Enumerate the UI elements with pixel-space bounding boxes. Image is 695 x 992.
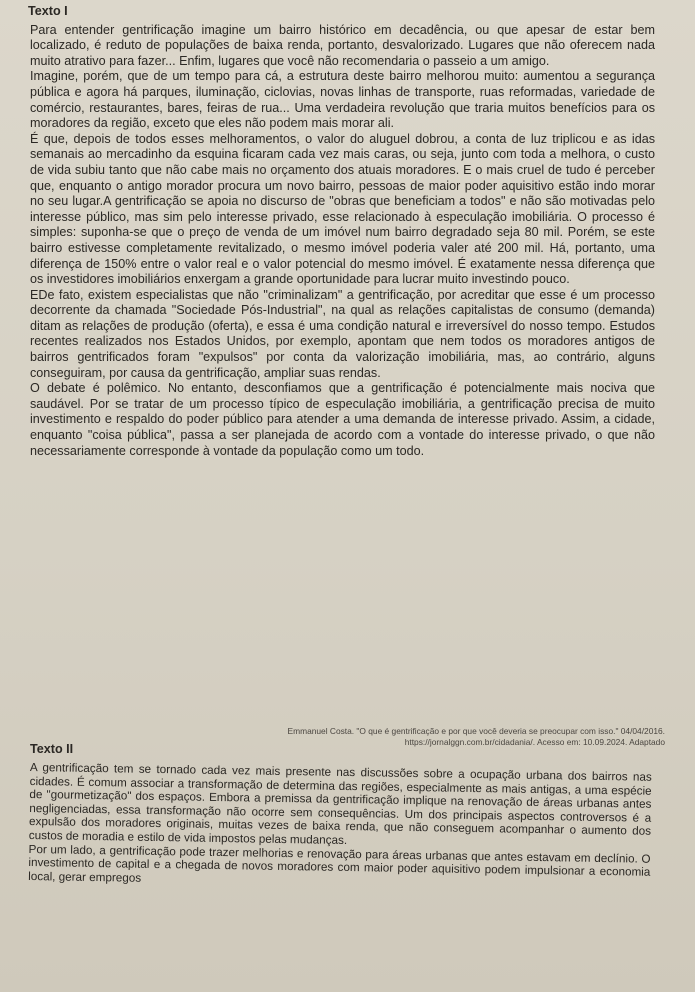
texto-1-title: Texto I [28,4,68,18]
texto-1 [30,4,655,459]
citation-source-line: https://jornalggn.com.br/cidadania/. Acesso em: 10.09.2024. Adaptado [404,737,665,747]
texto-2-paragraph-2: Por um lado, a gentrificação pode trazer melhorias e renovação para áreas urbanas que antes estavam em declínio. O investimento de capital e a chegada de novos moradores com maior poder aquisitivo podem impulsionar a economia local, gerar empregos [28,842,651,885]
texto-1-paragraph-1: Para entender gentrificação imagine um bairro histórico em decadência, ou que apesar de estar bem localizado, é reduto de populações de baixa renda, portanto, desvalorizado. Lugares que não oferecem nada muito atrativo para fazer... Enfim, lugares que você não recomendaria o passeio a um amigo. [30,22,655,68]
citation-author-line: Emmanuel Costa. "O que é gentrificação e por que você deveria se preocupar com isso." 04/04/2016. [287,726,665,736]
texto-1-citation [240,726,665,748]
texto-1-paragraph-5: O debate é polêmico. No entanto, desconfiamos que a gentrificação é potencialmente mais nociva que saudável. Por se tratar de um processo típico de especulação imobiliária, a gentrificação precisa de muito investimento e respaldo do poder público para atender a uma demanda de interesse privado. Assim, a cidade, enquanto "coisa pública", passa a ser planejada de acordo com a vontade do interesse privado, o que não necessariamente corresponde à vontade da população como um todo. [30,381,655,458]
texto-1-paragraph-2: Imagine, porém, que de um tempo para cá, a estrutura deste bairro melhorou muito: aumentou a segurança pública e agora há parques, iluminação, ciclovias, novas linhas de transporte, ruas reformadas, variedade de comércio, restaurantes, bares, feiras de rua... Uma verdadeira revolução que traria muitos benefícios para os moradores da região, exceto que eles não podem mais morar ali. [30,69,655,131]
texto-2-title: Texto II [30,742,74,756]
texto-2 [28,761,652,893]
texto-2-paragraph-1: A gentrificação tem se tornado cada vez mais presente nas discussões sobre a ocupação urbana dos bairros nas cidades. É comum associar a transformação de determina das regiões, especialmente as mais antigas, a uma espécie de "gourmetização" dos espaços. Embora a premissa da gentrificação implique na renovação de áreas urbanas antes negligenciadas, essa transformação não ocorre sem consequências. Um dos principais aspectos controversos é a expulsão dos moradores originais, muitas vezes de baixa renda, que não conseguem acompanhar o aumento dos custos de moradia e estilo de vida impostos pelas mudanças. [28,761,652,847]
texto-1-paragraph-3: É que, depois de todos esses melhoramentos, o valor do aluguel dobrou, a conta de luz triplicou e as idas semanais ao mercadinho da esquina ficaram cada vez mais caras, ou seja, junto com toda a melhora, o custo de vida subiu tanto que não cabe mais no orçamento dos atuais moradores. E o mais cruel de tudo é perceber que, enquanto o antigo morador procura um novo bairro, pessoas de maior poder aquisitivo estão indo morar no seu lugar.A gentrificação se apoia no discurso de "obras que beneficiam a todos" e não são motivadas pelo interesse público, mas sim pelo interesse privado, esse relacionado à especulação imobiliária. O processo é simples: suponha-se que o preço de venda de um imóvel num bairro degradado seja 80 mil. Porém, se este bairro estivesse completamente revitalizado, o mesmo imóvel poderia valer até 200 mil. Há, portanto, uma diferença de 150% entre o valor real e o valor potencial do mesmo imóvel. É exatamente nessa diferença que os investidores imobiliários enxergam a grande oportunidade para lucrar muito investindo pouco. [30,131,655,287]
texto-1-paragraph-4: EDe fato, existem especialistas que não "criminalizam" a gentrificação, por acreditar que esse é um processo decorrente da chamada "Sociedade Pós-Industrial", na qual as relações capitalistas de consumo (demanda) ditam as relações de produção (oferta), e essa é uma condição natural e irreversível do nosso tempo. Estudos recentes realizados nos Estados Unidos, por exemplo, apontam que nem todos os moradores antigos de bairros gentrificados foram "expulsos" por conta da valorização imobiliária, mas, ao contrário, alguns conseguiram, por causa da gentrificação, ampliar suas rendas. [30,287,655,380]
